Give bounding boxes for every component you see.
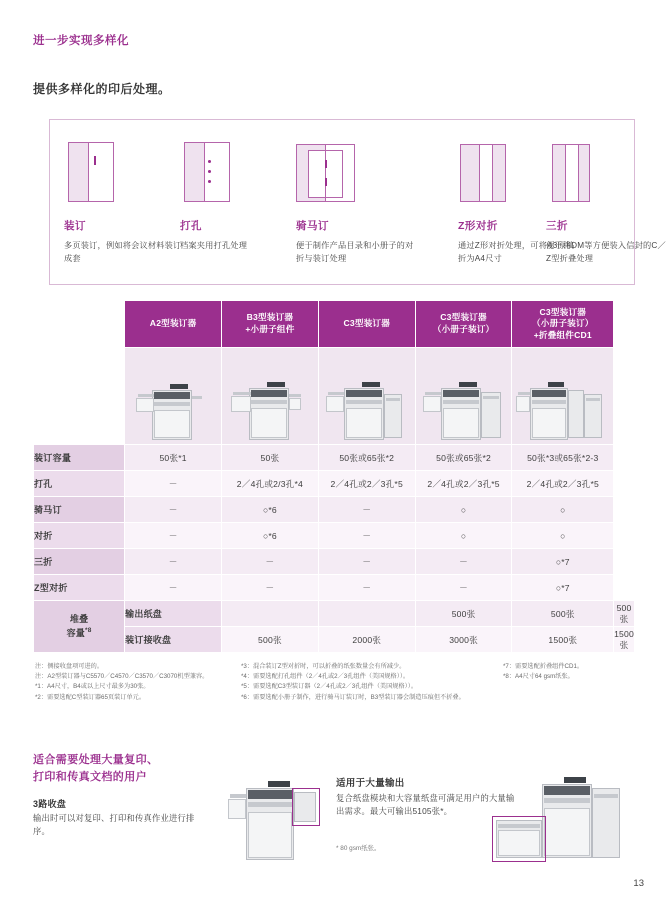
cell: ○*7: [512, 575, 614, 601]
cell: ○: [415, 497, 512, 523]
cell: 50张: [222, 445, 319, 471]
row-label-saddle-stitch: 骑马订: [34, 497, 125, 523]
footnote: *8：A4尺寸64 gsm纸张。: [503, 673, 574, 681]
cell: ○: [415, 523, 512, 549]
bottom-section-subtitle: 3路收盘: [33, 799, 67, 809]
page-subtitle: 提供多样化的印后处理。: [33, 82, 171, 96]
product-image-c3-booklet: [415, 348, 512, 445]
row-label-z-fold: Z型对折: [34, 575, 125, 601]
feature-name: 装订: [64, 220, 86, 232]
footnote: *6：需要选配小册子制作，进行骑马订装订时，B3型装订器会制造压痕但不折叠。: [241, 693, 465, 701]
footnote: *7：需要选配折叠组件CD1。: [503, 663, 584, 670]
feature-name: 三折: [546, 220, 568, 232]
product-image-c3-booklet-cd1: [512, 348, 614, 445]
cell: ○: [512, 523, 614, 549]
header-spacer: [34, 301, 125, 348]
bottom-section-title-2: 适用于大量输出: [336, 778, 405, 789]
cell: 500张: [512, 601, 614, 627]
bottom-section-note-2: * 80 gsm纸张。: [336, 845, 381, 852]
cell: 1500张: [512, 627, 614, 653]
footnote: 注：侧接收盘项可进的。: [35, 663, 104, 670]
product-image-c3: [318, 348, 415, 445]
row-label-finisher-tray: 装订接收盘: [125, 627, 222, 653]
machine-illustration-3way: [228, 770, 323, 868]
cell: ○*6: [222, 523, 319, 549]
row-label-output-tray: 输出纸盘: [125, 601, 222, 627]
table-image-row: [34, 348, 635, 445]
cell: 500张: [415, 601, 512, 627]
footnote: *4：需要选配打孔组件（2／4孔或2／3孔组件（美国规格））。: [241, 673, 410, 681]
highlight-3way-tray: [292, 788, 320, 826]
footnote: *5：需要选配C3型装订器（2／4孔或2／3孔组件（美国规格））。: [241, 683, 418, 691]
cell: 2／4孔或2／3孔*5: [512, 471, 614, 497]
footnote-column-2: [241, 662, 491, 703]
cell: 500张: [222, 627, 319, 653]
column-header-c3: C3型装订器: [318, 301, 415, 348]
row-label-staple-capacity: 装订容量: [34, 445, 125, 471]
page-number: 13: [633, 878, 644, 889]
saddle-stitch-icon: [296, 142, 416, 208]
cell: ○*6: [222, 497, 319, 523]
feature-desc: 多页装订，例如将会议材料装订成套: [64, 241, 182, 263]
cell: －: [318, 575, 415, 601]
bottom-section-desc: 输出时可以对复印、打印和传真作业进行排序。: [33, 813, 195, 837]
page-title: 进一步实现多样化: [33, 35, 129, 47]
column-header-c3-booklet: C3型装订器 （小册子装订）: [415, 301, 512, 348]
column-header-b3: B3型装订器 +小册子组件: [222, 301, 319, 348]
feature-punch: [180, 120, 300, 253]
cell: －: [125, 549, 222, 575]
cell: 2000张: [318, 627, 415, 653]
footnote-column-3: [503, 662, 643, 682]
footnote: *3：混合装订Z型对折时，可以折叠的纸张数量会有所减少。: [241, 663, 406, 670]
cell: 50张*3或65张*2-3: [512, 445, 614, 471]
feature-desc: 档案夹用打孔处理: [180, 241, 248, 250]
column-header-c3-booklet-cd1: C3型装订器 （小册子装订） +折叠组件CD1: [512, 301, 614, 348]
cell: －: [222, 549, 319, 575]
feature-saddle-stitch: [296, 120, 416, 265]
cell: －: [415, 575, 512, 601]
cell: ○: [512, 497, 614, 523]
finisher-spec-table: [33, 300, 635, 653]
table-header-row: [34, 301, 635, 348]
footnote: *1：A4尺寸，B4或以上尺寸最多为30张。: [35, 683, 150, 691]
table-row: [34, 575, 635, 601]
footnote-column-1: [35, 662, 235, 703]
column-header-a2: A2型装订器: [125, 301, 222, 348]
cell: －: [318, 549, 415, 575]
cell: ○*7: [512, 549, 614, 575]
feature-desc: 便于将DM等方便装入信封的C／Z型折叠处理: [546, 241, 666, 263]
bottom-section-desc-2: 复合纸盘模块和大容量纸盘可满足用户的大量输出需求。最大可输出5105张*。: [336, 793, 515, 817]
table-row: [34, 523, 635, 549]
cell: －: [318, 523, 415, 549]
feature-tri-fold: [546, 120, 666, 265]
footnote: 注：A2型装订器与C5570／C4570／C3570／C3070机型兼容。: [35, 673, 209, 681]
cell: 2／4孔或2／3孔*5: [318, 471, 415, 497]
row-label-fold: 对折: [34, 523, 125, 549]
row-label-tri-fold: 三折: [34, 549, 125, 575]
product-image-b3: [222, 348, 319, 445]
cell: [222, 601, 319, 627]
footnote: *2：需要选配C型装订器65页装订单元。: [35, 693, 146, 701]
tri-fold-icon: [546, 142, 666, 208]
row-label-stack-capacity: 堆叠 容量$^{*8}$: [34, 601, 125, 653]
product-image-a2: [125, 348, 222, 445]
table-row: [34, 471, 635, 497]
feature-desc: 便于制作产品目录和小册子的对折与装订处理: [296, 241, 414, 263]
feature-name: 打孔: [180, 220, 202, 232]
feature-name: 骑马订: [296, 220, 329, 232]
cell: 3000张: [415, 627, 512, 653]
cell: －: [415, 549, 512, 575]
cell: 50张或65张*2: [415, 445, 512, 471]
cell: －: [125, 497, 222, 523]
cell: 2／4孔或2/3孔*4: [222, 471, 319, 497]
table-row: [34, 549, 635, 575]
staple-icon: [64, 142, 184, 208]
cell: [318, 601, 415, 627]
cell: －: [125, 575, 222, 601]
cell: 1500张: [614, 627, 635, 653]
cell: 500张: [614, 601, 635, 627]
feature-desc: 通过Z形对折处理，可将A3原稿折为A4尺寸: [458, 241, 575, 263]
row-label-punch: 打孔: [34, 471, 125, 497]
table-row-stack-output: [34, 601, 635, 627]
bottom-section-title: 适合需要处理大量复印、 打印和传真文档的用户: [33, 754, 159, 783]
feature-name: Z形对折: [458, 220, 498, 232]
cell: 50张或65张*2: [318, 445, 415, 471]
machine-illustration-highcapacity: [480, 768, 640, 868]
table-row: [34, 497, 635, 523]
punch-icon: [180, 142, 300, 208]
cell: －: [125, 523, 222, 549]
cell: －: [318, 497, 415, 523]
finishing-features-box: [49, 119, 666, 285]
feature-staple: [64, 120, 184, 265]
cell: 2／4孔或2／3孔*5: [415, 471, 512, 497]
highlight-paper-tray-module: [492, 816, 546, 862]
cell: －: [222, 575, 319, 601]
image-spacer: [34, 348, 125, 445]
table-row: [34, 445, 635, 471]
cell: 50张*1: [125, 445, 222, 471]
cell: －: [125, 471, 222, 497]
